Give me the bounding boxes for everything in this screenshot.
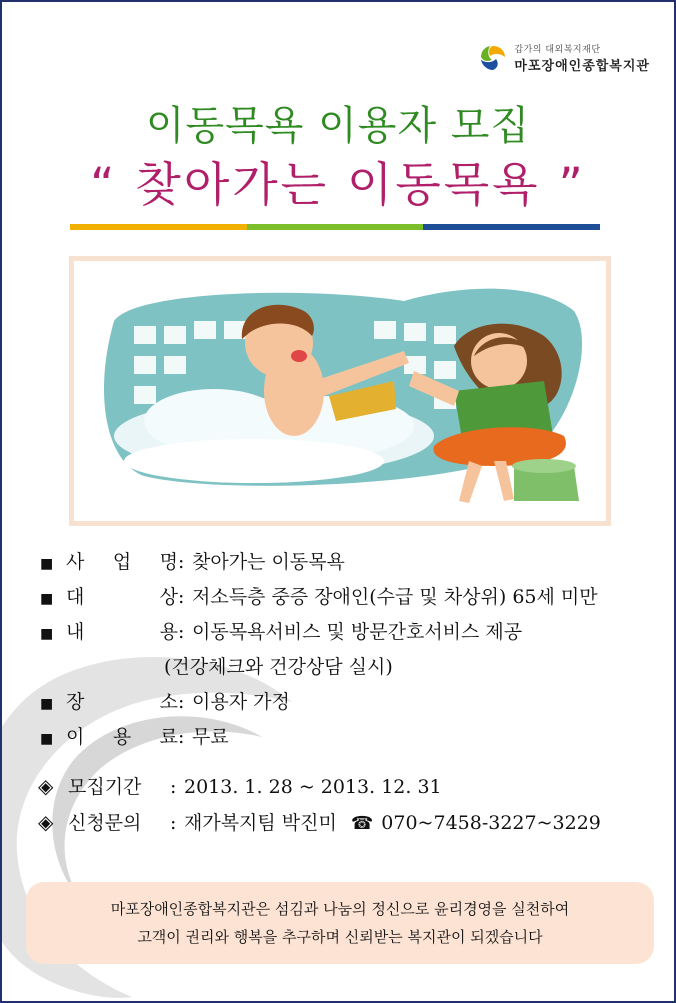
label-char: 소	[159, 691, 178, 713]
label-char: 업	[112, 551, 132, 573]
label-char: 사	[66, 551, 85, 573]
info-row-project	[40, 547, 670, 582]
contact-label: 신청문의	[68, 812, 142, 834]
info-value: 이동목욕서비스 및 방문간호서비스 제공	[192, 621, 523, 643]
ethics-note	[26, 882, 654, 964]
label-char: 명	[159, 551, 178, 573]
label-char: 료	[159, 726, 178, 748]
square-bullet-icon: ■	[40, 696, 54, 712]
page-subtitle: “ 찾아가는 이동목욕 ”	[90, 158, 586, 213]
divider-blue	[423, 224, 600, 230]
bath-illustration-icon	[74, 261, 606, 521]
colon: :	[178, 551, 185, 573]
logo-tagline: 갑가의 대외복지재단	[514, 45, 601, 55]
info-row-content	[40, 617, 670, 652]
label-char: 상	[159, 586, 178, 608]
swirl-logo-icon	[478, 43, 508, 73]
phone-icon: ☎	[350, 813, 374, 834]
info-label	[66, 547, 178, 574]
organization-logo	[478, 42, 650, 74]
info-value: 무료	[192, 726, 229, 748]
contact-row	[38, 808, 668, 844]
label-char: 장	[66, 691, 85, 713]
contact-phone: 070~7458-3227~3229	[381, 812, 601, 834]
note-line-1: 마포장애인종합복지관은 섬김과 나눔의 정신으로 윤리경영을 실천하여	[110, 900, 570, 918]
schedule-contact	[38, 772, 668, 844]
square-bullet-icon: ■	[40, 626, 54, 642]
colon: :	[170, 776, 177, 798]
label-char: 이	[66, 726, 85, 748]
info-row-place	[40, 687, 670, 722]
label-char: 내	[66, 621, 85, 643]
info-list	[40, 547, 670, 757]
note-line-2: 고객이 권리와 행복을 추구하며 신뢰받는 복지관이 되겠습니다	[137, 928, 543, 946]
label-char: 용	[159, 621, 178, 643]
logo-name: 마포장애인종합복지관	[514, 59, 650, 74]
divider-green	[247, 224, 424, 230]
square-bullet-icon: ■	[40, 591, 54, 607]
period-value: 2013. 1. 28 ~ 2013. 12. 31	[184, 776, 442, 798]
info-value: 이용자 가정	[192, 691, 290, 713]
colon: :	[170, 812, 177, 834]
info-label	[66, 722, 178, 749]
square-bullet-icon: ■	[40, 556, 54, 572]
diamond-bullet-icon: ◈	[38, 774, 54, 798]
colon: :	[178, 726, 185, 748]
label-char: 대	[66, 586, 85, 608]
info-value: (건강체크와 건강상담 실시)	[164, 656, 393, 678]
diamond-bullet-icon: ◈	[38, 810, 54, 834]
info-row-content-detail	[40, 652, 670, 687]
info-value: 저소득층 중증 장애인(수급 및 차상위) 65세 미만	[192, 586, 598, 608]
divider-yellow	[70, 224, 247, 230]
period-label: 모집기간	[68, 776, 142, 798]
colon: :	[178, 586, 185, 608]
recruit-period-row	[38, 772, 668, 808]
color-divider	[70, 224, 600, 230]
colon: :	[178, 621, 185, 643]
info-label	[66, 582, 178, 609]
contact-team: 재가복지팀 박진미	[184, 812, 337, 834]
page-headline: 이동목욕 이용자 모집	[145, 103, 531, 149]
info-row-fee	[40, 722, 670, 757]
info-value: 찾아가는 이동목욕	[192, 551, 345, 573]
illustration-frame	[74, 261, 606, 521]
info-label	[66, 687, 178, 714]
colon: :	[178, 691, 185, 713]
info-row-target	[40, 582, 670, 617]
label-char: 용	[112, 726, 132, 748]
square-bullet-icon: ■	[40, 731, 54, 747]
info-label	[66, 617, 178, 644]
